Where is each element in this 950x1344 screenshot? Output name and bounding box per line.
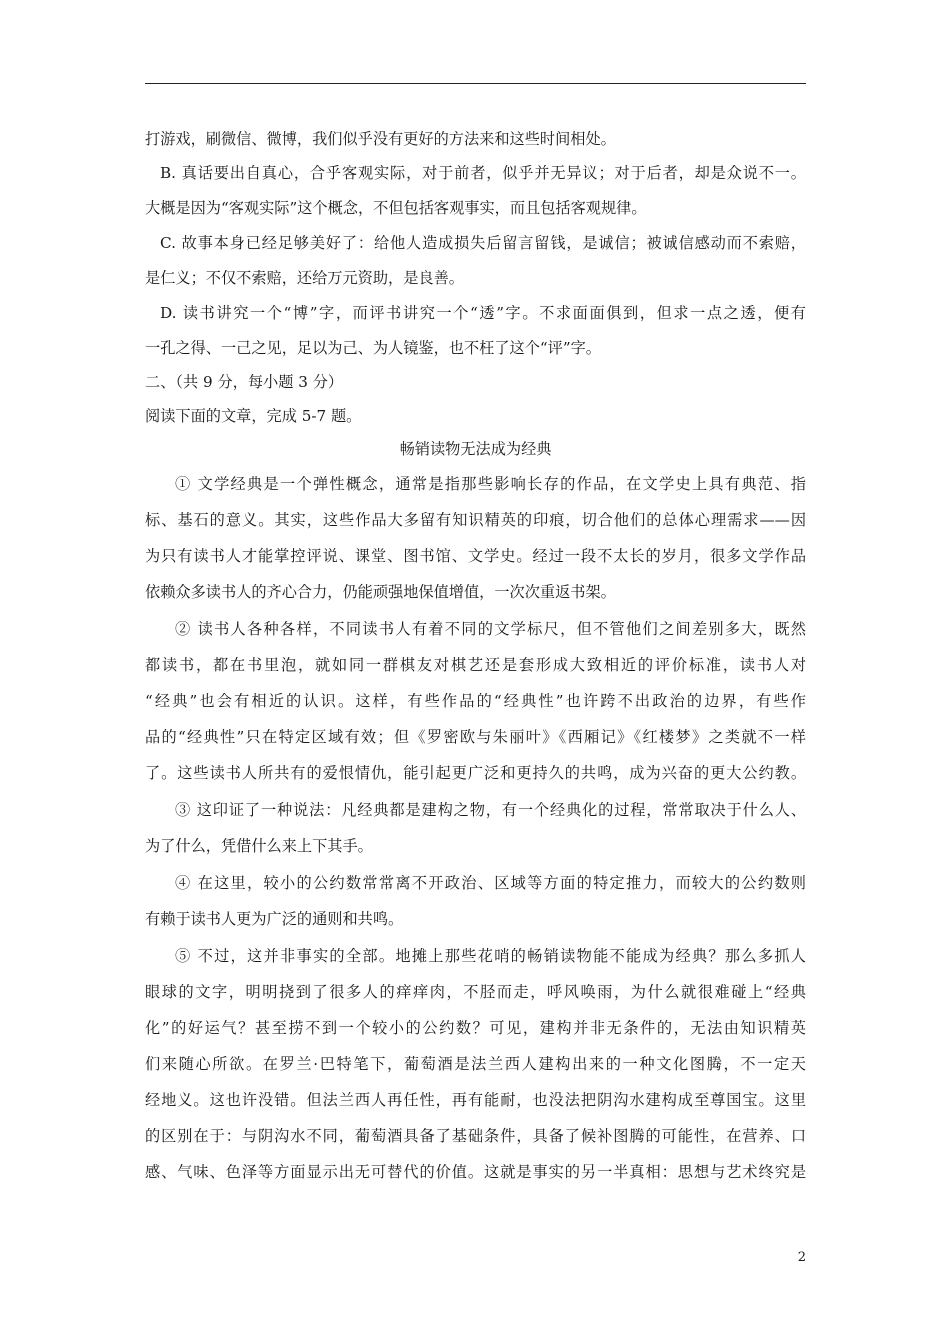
text-line: 打游戏，刷微信、微博，我们似乎没有更好的方法来和这些时间相处。 [145,130,616,148]
option-c-line: 是仁义；不仅不索赔，还给万元资助，是良善。 [145,269,464,287]
article-title: 畅销读物无法成为经典 [399,440,552,458]
section-heading: 二、（共 9 分，每小题 3 分） [145,373,344,391]
paragraph-line: 经地义。这也许没错。但法兰西人再任性，再有能耐，也没法把阴沟水建构成至尊国宝。这里 [145,1091,806,1109]
paragraph-line: 化”的好运气？甚至捞不到一个较小的公约数？可见，建构并非无条件的，无法由知识精英 [145,1019,806,1037]
paragraph-line: “经典”也会有相近的认识。这样，有些作品的“经典性”也许跨不出政治的边界，有些作 [145,692,806,710]
paragraph-line: ⑤ 不过，这并非事实的全部。地摊上那些花哨的畅销读物能不能成为经典？那么多抓人 [175,947,806,965]
option-b-line: 大概是因为“客观实际”这个概念，不但包括客观事实，而且包括客观规律。 [145,199,647,217]
option-c-line: C. 故事本身已经足够美好了：给他人造成损失后留言留钱，是诚信；被诚信感动而不索赔， [160,234,806,252]
paragraph-line: ② 读书人各种各样，不同读书人有着不同的文学标尺，但不管他们之间差别多大，既然 [175,620,806,638]
paragraph-line: ③ 这印证了一种说法：凡经典都是建构之物，有一个经典化的过程，常常取决于什么人、 [175,801,806,819]
paragraph-line: 品的“经典性”只在特定区域有效；但《罗密欧与朱丽叶》《西厢记》《红楼梦》之类就不一样 [145,728,806,746]
option-d-line: D. 读书讲究一个“博”字，而评书讲究一个“透”字。不求面面俱到，但求一点之透，便有 [160,304,806,322]
option-d-line: 一孔之得、一己之见，足以为己、为人镜鉴，也不枉了这个“评”字。 [145,339,601,357]
option-b-line: B. 真话要出自真心，合乎客观实际，对于前者，似乎并无异议；对于后者，却是众说不一。 [160,164,806,182]
paragraph-line: ① 文学经典是一个弹性概念，通常是指那些影响长存的作品，在文学史上具有典范、指 [175,475,806,493]
paragraph-line: 的区别在于：与阴沟水不同，葡萄酒具备了基础条件，具备了候补图腾的可能性，在营养、口 [145,1127,806,1145]
paragraph-line: 都读书，都在书里泡，就如同一群棋友对棋艺还是套形成大致相近的评价标准，读书人对 [145,656,806,674]
paragraph-line: 眼球的文字，明明挠到了很多人的痒痒肉，不胫而走，呼风唤雨，为什么就很难碰上“经典 [145,983,806,1001]
paragraph-line: 们来随心所欲。在罗兰·巴特笔下，葡萄酒是法兰西人建构出来的一种文化图腾，不一定天 [145,1055,806,1073]
page-number: 2 [797,1250,806,1265]
paragraph-line: 为了什么，凭借什么来上下其手。 [145,837,373,855]
paragraph-line: ④ 在这里，较小的公约数常常离不开政治、区域等方面的特定推力，而较大的公约数则 [175,874,806,892]
paragraph-line: 标、基石的意义。其实，这些作品大多留有知识精英的印痕，切合他们的总体心理需求——因 [145,511,806,529]
section-instruction: 阅读下面的文章，完成 5-7 题。 [145,407,362,425]
paragraph-line: 了。这些读书人所共有的爱恨情仇，能引起更广泛和更持久的共鸣，成为兴奋的更大公约教。 [145,764,806,782]
paragraph-line: 依赖众多读书人的齐心合力，仍能顽强地保值增值，一次次重返书架。 [145,583,616,601]
paragraph-line: 为只有读书人才能掌控评说、课堂、图书馆、文学史。经过一段不太长的岁月，很多文学作品 [145,547,806,565]
header-rule [145,83,806,84]
paragraph-line: 感、气味、色泽等方面显示出无可替代的价值。这就是事实的另一半真相：思想与艺术终究是 [145,1163,806,1181]
paragraph-line: 有赖于读书人更为广泛的通则和共鸣。 [145,910,404,928]
